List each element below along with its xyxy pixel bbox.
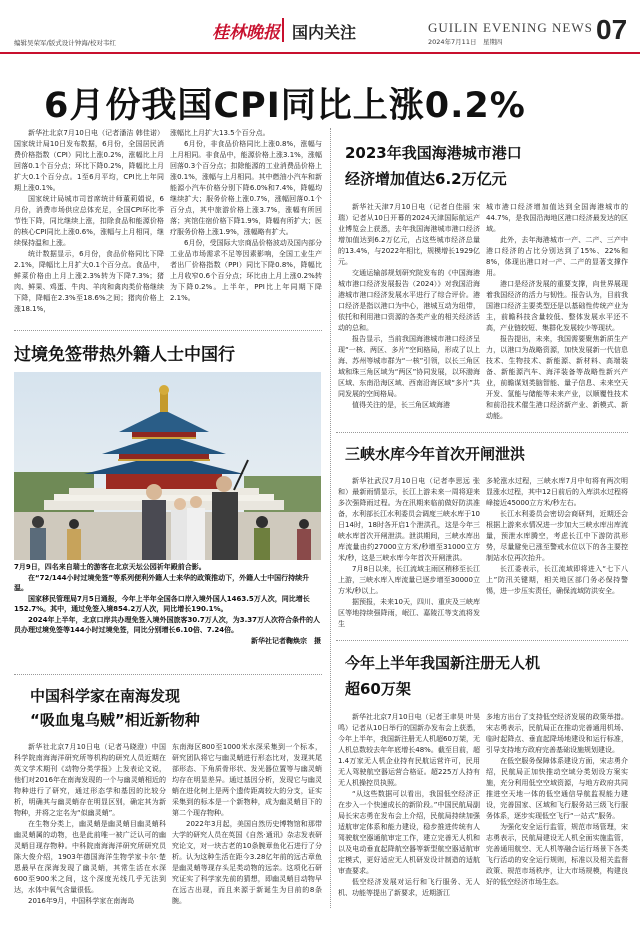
three-gorges-column-2 [486,476,628,597]
drones-paragraph: 新华社北京7月10日电（记者王聿昊 叶昊鸣）记者从10日举行的国新办发布会上获悉，今年上半年，我国新注册无人机超60万架，无人机总数较去年年底增长48%。截至目前，超1.4万家无人机企业持有民航运营许可，民用无人驾驶航空器运营合格证。超225万人持有无人机操控员执照。 [338,713,480,787]
lead-paragraph: 国家统计局城市司首席统计师董莉娟说，6月份，消费市场供应总体充足，全国CPI环比季节性下降，同比继续上涨，扣除食品和能源价格的核心CPI同比上涨0.6%，涨幅与上月相同，继续保持温和上涨。 [14,195,164,247]
lead-paragraph: 6月份，非食品价格同比上涨0.8%，涨幅与上月相同。非食品中，能源价格上涨3.1%，涨幅回落0.3个百分点；扣除能源的工业消费品价格上涨0.1%，涨幅与上月相同。其中燃油小汽车和新能源小汽车价格分别下降6.0%和7.4%，降幅均继续扩大；服务价格上涨0.7%，涨幅回落0.1个百分点，其中旅游价格上涨3.7%，涨幅有所回落；宾馆住宿价格下降1.9%，降幅有所扩大；医疗服务价格上涨1.9%，涨幅略有扩大。 [170,140,322,236]
lead-headline: 6月份我国CPI同比上涨0.2% [44,86,526,126]
english-masthead: GUILIN EVENING NEWS [428,20,593,35]
headline-line: 2023年我国海港城市港口 [345,144,522,162]
reservoir-paragraph: 长江委表示，长江流域即将进入“七下八上”防汛关键期，相关地区部门务必保持警惕，进一步压实责任，确保流域防洪安全。 [486,565,628,595]
caption-line: 2024年上半年，北京口岸共办理免签入境外国旅客30.7万人次，为3.37万人次符合条件的人员办理过境免签等144小时过境免签，同比分别增长6.10倍、7.24倍。 [14,615,321,634]
squid-column-1 [14,742,166,907]
drones-headline [345,650,540,702]
port-paragraph: 报告提出，未来，我国需要聚焦新质生产力，以港口为战略资源，加快发展新一代信息技术、生物技术、新能源、新材料、高端装备、新能源汽车、海洋装备等战略性新兴产业，前瞻谋划类脑智能、量子信息、未来空天开发、氢能与储能等未来产业，以顺覆性技术和前沿技术催生港口经济新产业、新模式、新动能。 [486,335,628,420]
section-divider [14,674,322,675]
drones-column-1 [338,712,480,899]
port-cities-headline [345,140,522,192]
section-divider [336,432,628,433]
lead-column-1 [14,128,164,315]
caption-line: 国家移民管理局7月5日通报，今年上半年全国各口岸入境外国人1463.5万人次，同比增长152.7%。其中，通过免签入境854.2万人次，同比增长190.1%。 [14,594,310,613]
caption-line: 7月9日，四名来自瑞士的游客在北京天坛公园祈年殿前合影。 [14,563,206,571]
drones-paragraph: 低空经济发展对运行和飞行服务、无人机、功能等提出了新要求，近期浙江 [338,878,480,897]
photo-credit: 新华社记者鞠焕宗 摄 [251,636,321,645]
squid-paragraph: 2016年9月，中国科学家在南海岛 [28,897,135,905]
drones-paragraph: 为强化安全运行监管，规范市场管理，宋志勇表示，民航局建设无人机全面实施监管，完善通用航空、无人机等融合运行场景下各类飞行活动的安全运行规则，标准以及相关监督政策、规范市场秩序，让大市场规模，构建良好的低空经济市场生态。 [486,823,628,886]
headline-line: 今年上半年我国新注册无人机 [345,654,541,672]
reservoir-paragraph: 多轮涨水过程，三峡水库7月中旬将有两次明显涨水过程，其中12日前后的入库洪水过程将峰接近45000立方米/秒左右。 [486,477,628,507]
headline-line: 经济增加值达6.2万亿元 [345,170,507,188]
section-title: 国内关注 [292,23,357,42]
squid-paragraph: 2022年3月起，美国自然历史博物馆和那带大学的研究人员在英国《自然·通讯》杂志发表研究论文，对一块古老的10条腕章鱼化石进行了分析。认为这种生活在距今3.28亿年前的远古章鱼是幽灵蛸等现存头足类动物的远亲。这项化石研究证实了科学家先前的猜想，即幽灵蛸目动物早在远古出现，而且来源于新诞生为目前的8条腕。 [172,820,322,905]
headline-line: “吸血鬼乌贼”相近新物种 [30,711,200,729]
port-paragraph: 城市港口经济增加值达到全国海港城市的44.7%，是我国沿海地区港口经济最发达的区域。 [486,203,628,233]
reservoir-paragraph: 据预报，未来10天，四川、重庆及三峡库区等地持续强降雨，岷江、嘉陵江等支流将发生 [338,598,480,628]
port-cities-column-1 [338,202,480,411]
port-paragraph: 值得关注的是，长三角区域海港 [352,401,450,409]
port-paragraph: 报告显示，当前我国海港城市港口经济呈现“一核、两区、多片”空间格局，形成了以上海、苏州等城市群为“一核”引领，以长三角区域和珠三角区域为“两区”协同发展，以环渤海区域、东南沿海区域、西南沿海区域“多片”共同发展的空间格局。 [338,335,480,398]
three-gorges-column-1 [338,476,480,630]
page-number: 07 [596,14,628,45]
reservoir-paragraph: 长江水利委员会密切会商研判，近期还会根据上游来水情况进一步加大三峡水库出库流量，预泄水库腾空，考虑长江中下游防洪形势，尽量避免已涨至警戒水位以下的各主要控制站水位再次抬升。 [486,510,628,562]
port-paragraph: 新华社天津7月10日电（记者白佳丽 宋瑞）记者从10日开幕的2024天津国际航运产业博览会上获悉，去年我国海港城市港口经济增加值达到6.2万亿元，占这些城市经济总量的13.4%，与2022年相比，规模增长1929亿元。 [338,203,480,266]
header-divider [282,18,284,42]
drones-paragraph: “从这些数据可以看出，我国低空经济正在步入一个快速成长的新阶段。”中国民航局副局长宋志勇在发布会上介绍，民航局持续加强适航审定体系和能力建设，稳步推进传统有人驾驶航空器通航审定工作，建立完善无人机和以及电动垂直起降航空器等新型航空器适航审定模式，更好适应无人机研发设计制造的适航审查要求。 [338,790,480,875]
temple-of-heaven-photo [14,372,321,560]
visa-free-headline: 过境免签带热外籍人士中国行 [14,345,235,365]
newspaper-logo: 桂林晚报 [212,23,280,43]
squid-paragraph: 新华社北京7月10日电（记者马晓澄）中国科学院南海海洋研究所等机构的研究人员近期在英文学术期刊《动物分类学报》上发表论文说，他们对2016年在南海发现的一个与幽灵蛸相近的物种进行了研究，通过形态学和基因的比较分析，明确其与幽灵蛸存在明显区别，确定其为新物种，并将之定名为“似幽灵蛸”。 [14,743,166,817]
squid-headline [30,684,200,732]
lead-paragraph: 统计数据显示，6月份，食品价格同比下降2.1%，降幅比上月扩大0.1个百分点。食品中，鲜菜价格由上月上涨2.3%转为下降7.3%；猪肉、鲜果、鸡蛋、牛肉、羊肉和禽肉类价格继续下降，降幅在2.3%至18.6%之间；猪肉价格上涨18.1%， [14,250,164,313]
squid-paragraph: 在生物分类上，幽灵蛸是幽灵蛸目幽灵蛸科幽灵蛸属的动物，也是此前唯一被广泛认可的幽灵蛸目现存物种。中科院南海海洋研究所研究员陈大俊介绍，1903年德国海洋生物学家卡尔·楚恩最早在深海发现了幽灵蛸，其常生活在水深600至900米之间，这个深度光线几乎无法到达，水体中氧气含量很低。 [14,820,166,894]
port-paragraph: 港口是经济发展的重要支撑，向世界展现着我国经济的活力与韧性。报告认为，目前我国港口经济主要类型还是以基础性传统产业为主，前瞻科技含量较低、整体发展水平还不高，产业链较短、集群化发展较少等现状。 [486,280,628,332]
caption-line: 在“72/144小时过境免签”等系列便利外籍人士来华的政策推动下，外籍人士中国行持续升温。 [14,573,310,592]
port-paragraph: 交通运输部规划研究院发布的《中国海港城市港口经济发展报告（2024）》对我国沿海港城市港口经济发展水平进行了综合评价。港口经济是指以港口为中心，港城互动为纽带，依托和利用港口资源的各类产业的相关经济活动的总和。 [338,269,480,332]
drones-paragraph: 多地方出台了支持低空经济发展的政策举措。宋志勇表示，民航局正在推动完善通用机场、临时起降点、垂直起降场地建设和运行标准，引导支持地方政府完善基础设施规划建设。 [486,713,628,754]
issue-date: 2024年7月11日 星期四 [428,38,503,46]
header-rule [0,52,640,54]
three-gorges-headline: 三峡水库今年首次开闸泄洪 [345,445,526,463]
section-divider [14,330,322,331]
lead-column-2 [170,128,322,304]
reservoir-paragraph: 新华社武汉7月10日电（记者李思远 张和）最新雨情显示，长江上游未来一周将迎来多次强降雨过程。为在汛期来临前做好防洪准备，水利部长江水利委员会调度三峡水库于10日14时，18时各开启1个泄洪孔，这是今年三峡水库首次开闸泄洪。泄洪期间，三峡水库出库流量由约27000立方米/秒增至31000立方米/秒，这是三峡水库今年首次开闸泄洪。 [338,477,480,562]
lead-paragraph: 新华社北京7月10日电（记者潘洁 韩佳诺）国家统计局10日发布数据，6月份，全国居民消费价格指数（CPI）同比上涨0.2%，涨幅比上月回落0.1个百分点；环比下降0.2%，降幅比上月扩大0.1个百分点。1至6月平均，CPI比上年同期上涨0.1%。 [14,129,164,192]
reservoir-paragraph: 7月8日以来，长江流域主雨区稍移至长江上游，三峡水库入库流量已逐步增至30000立方米/秒以上。 [338,565,480,595]
headline-line: 超60万架 [345,680,411,698]
section-divider [336,640,628,641]
lead-paragraph: 涨幅比上月扩大13.5个百分点。 [170,129,270,137]
port-paragraph: 此外，去年海港城市一产、二产、三产中港口经济的占比分别达到了15%、22%和8%，体现出港口对一产、二产的显著支撑作用。 [486,236,628,277]
drones-column-2 [486,712,628,888]
squid-paragraph: 东南海区800至1000米水深采集到一个标本，研究团队将它与幽灵蛸进行形态比对，发现其尾部形态、下角质骨形状、发光器位置等与幽灵蛸均存在明显差异。通过基因分析，发现它与幽灵蛸在进化树上是两个遗传距离较大的分支，证实采集到的标本是一个新物种，成为幽灵蛸目下的第二个现存物种。 [172,743,322,817]
photo-caption [14,562,321,646]
squid-column-2 [172,742,322,907]
column-divider [330,128,331,908]
editor-credits: 编辑吴荣军/版式设计钟海/校对韦红 [14,39,116,47]
port-cities-column-2 [486,202,628,422]
drones-paragraph: 在低空服务保障体系建设方面，宋志勇介绍，民航局正加快推动空域分类划设方案实施，充分利用低空空域资源，与地方政府共同推进空天地一体的低空通信导航监视能力建设，完善国家、区域和飞行服务站三级飞行服务体系，逐步实现低空飞行“一站式”服务。 [486,757,628,820]
lead-paragraph: 6月份，受国际大宗商品价格波动及国内部分工业品市场需求不足等因素影响，全国工业生产者出厂价格指数（PPI）同比下降0.8%，降幅比上月收窄0.6个百分点；环比由上月上涨0.2%转为下降0.2%。上半年，PPI比上年同期下降2.1%。 [170,239,322,302]
headline-line: 中国科学家在南海发现 [30,687,181,705]
